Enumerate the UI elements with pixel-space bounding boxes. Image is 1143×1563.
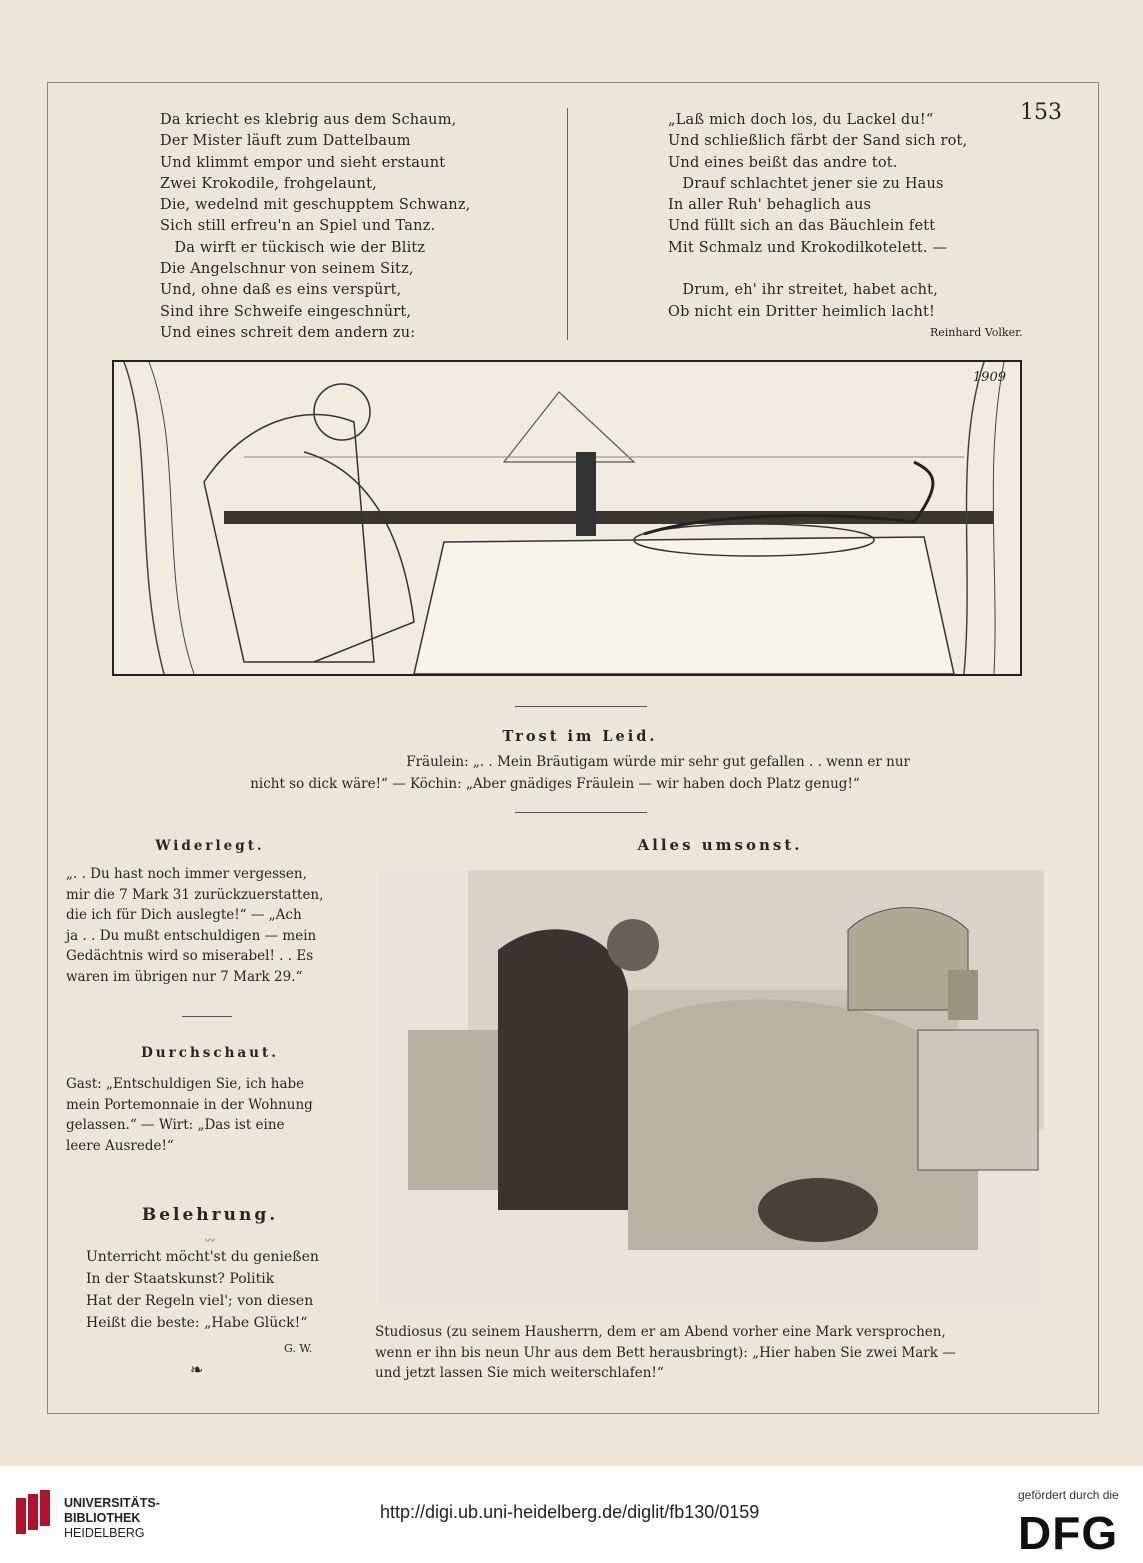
widerlegt-title: Widerlegt. [155, 838, 265, 854]
poem-line: Ob nicht ein Dritter heimlich lacht! [668, 303, 936, 320]
poem-line: Drauf schlachtet jener sie zu Haus [668, 175, 944, 192]
poem-line [668, 259, 967, 280]
library-line-2: BIBLIOTHEK [64, 1511, 141, 1525]
poem-line: Die, wedelnd mit geschupptem Schwanz, [160, 197, 471, 214]
belehrung-signature: G. W. [284, 1342, 313, 1355]
poem-line: In aller Ruh' behaglich aus [668, 197, 872, 214]
text-line: gelassen.“ — Wirt: „Das ist eine [66, 1117, 285, 1133]
illustration-signature: 1909 [972, 370, 1006, 385]
belehrung-ornament: 〰 [205, 1236, 215, 1247]
section-rule [182, 1016, 232, 1017]
poem-line: Da wirft er tückisch wie der Blitz [160, 239, 426, 256]
verse-line: Heißt die beste: „Habe Glück!“ [86, 1315, 308, 1331]
poem-line: Sich still erfreu'n an Spiel und Tanz. [160, 218, 436, 235]
caption-line: wenn er ihn bis neun Uhr aus dem Bett herausbringt): „Hier haben Sie zwei Mark — [375, 1344, 956, 1361]
belehrung-body [86, 1246, 366, 1334]
text-line: ja . . Du mußt entschuldigen — mein [66, 927, 317, 944]
alles-umsonst-title: Alles umsonst. [637, 836, 803, 854]
verse-line: Unterricht möcht'st du genießen [86, 1249, 319, 1265]
text-line: leere Ausrede!“ [66, 1137, 174, 1154]
belehrung-title: Belehrung. [141, 1205, 279, 1225]
text-line: die ich für Dich auslegte!“ — „Ach [66, 907, 302, 923]
dfg-logo: DFG [1018, 1507, 1119, 1559]
poem-line: Und schließlich färbt der Sand sich rot, [668, 133, 968, 150]
illustration-bedroom [378, 870, 1044, 1306]
trost-title: Trost im Leid. [502, 728, 658, 745]
poem-line: Der Mister läuft zum Dattelbaum [160, 133, 411, 150]
caption-line: und jetzt lassen Sie mich weiterschlafen!“ [375, 1365, 664, 1381]
durchschaut-title: Durchschaut. [141, 1045, 279, 1061]
alles-umsonst-caption [375, 1322, 1045, 1384]
library-name [64, 1496, 160, 1541]
poem-line: Und klimmt empor und sieht erstaunt [160, 154, 446, 171]
page-number: 153 [1020, 100, 1062, 125]
poem-author: Reinhard Volker. [930, 326, 1023, 339]
document-url-link[interactable]: http://digi.ub.uni-heidelberg.de/diglit/fb130/0159 [380, 1502, 760, 1522]
poem-line: Und füllt sich an das Bäuchlein fett [668, 218, 936, 235]
section-rule [515, 812, 647, 813]
poem-left-column [160, 110, 470, 344]
poem-line: Zwei Krokodile, frohgelaunt, [160, 175, 377, 192]
verse-line: Hat der Regeln viel'; von diesen [86, 1293, 314, 1309]
text-line: mein Portemonnaie in der Wohnung [66, 1096, 313, 1113]
text-line: waren im übrigen nur 7 Mark 29.“ [66, 968, 303, 985]
poem-line: Drum, eh' ihr streitet, habet acht, [668, 282, 939, 299]
poem-line: Und, ohne daß es eins verspürt, [160, 282, 402, 299]
poem-line: Da kriecht es klebrig aus dem Schaum, [160, 112, 457, 128]
widerlegt-body [66, 864, 358, 987]
poem-line: Und eines schreit dem andern zu: [160, 324, 416, 341]
bedroom-drawing [378, 870, 1044, 1306]
text-line: Gedächtnis wird so miserabel! . . Es [66, 948, 314, 964]
caption-line: Studiosus (zu seinem Hausherrn, dem er am Abend vorher eine Mark versprochen, [375, 1324, 946, 1340]
footer-bar [0, 1466, 1143, 1563]
trost-line-2: nicht so dick wäre!“ — Köchin: „Aber gnädiges Fräulein — wir haben doch Platz genug!“ [250, 776, 860, 792]
poem-line: Mit Schmalz und Krokodilkotelett. — [668, 239, 948, 256]
illustration-drawing [114, 362, 1020, 674]
poem-line: Die Angelschnur von seinem Sitz, [160, 261, 414, 278]
text-line: Gast: „Entschuldigen Sie, ich habe [66, 1076, 305, 1092]
library-line-1: UNIVERSITÄTS- [64, 1496, 160, 1510]
illustration-crocodile-dinner [112, 360, 1022, 676]
verse-line: In der Staatskunst? Politik [86, 1271, 275, 1287]
section-rule [515, 706, 647, 707]
library-line-3: HEIDELBERG [64, 1526, 145, 1540]
text-line: „. . Du hast noch immer vergessen, [66, 866, 307, 882]
column-divider [567, 108, 568, 340]
poem-line: „Laß mich doch los, du Lackel du!“ [668, 112, 934, 128]
text-line: mir die 7 Mark 31 zurückzuerstatten, [66, 886, 324, 903]
poem-line: Sind ihre Schweife eingeschnürt, [160, 303, 412, 320]
durchschaut-body [66, 1074, 348, 1156]
ornament-icon: ❧ [190, 1360, 204, 1379]
poem-right-column [668, 110, 967, 323]
funding-note: gefördert durch die [1018, 1488, 1119, 1502]
library-logo-icon [14, 1490, 54, 1536]
trost-line-1: Fräulein: „. . Mein Bräutigam würde mir sehr gut gefallen . . wenn er nur [406, 754, 910, 770]
poem-line: Und eines beißt das andre tot. [668, 154, 898, 171]
